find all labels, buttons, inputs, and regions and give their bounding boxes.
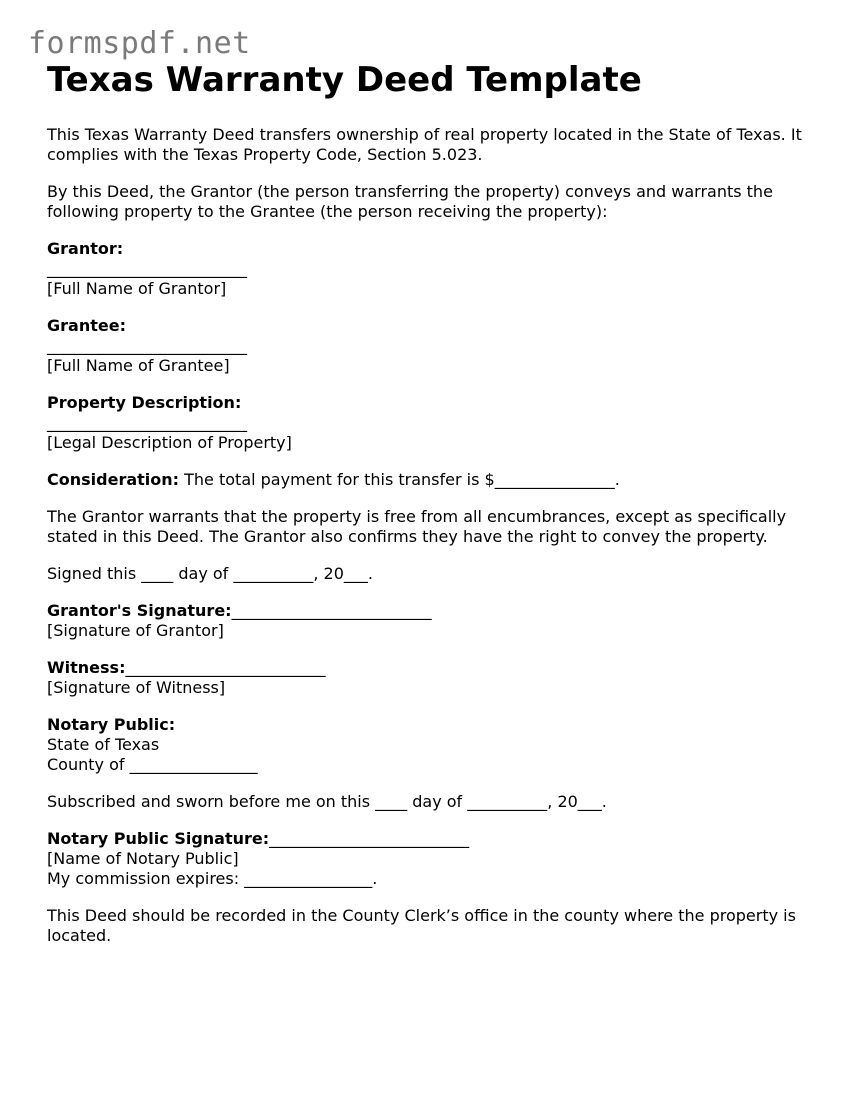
grantee-section [47,316,817,376]
intro-paragraph: This Texas Warranty Deed transfers ownership of real property located in the State of Texas. It complies with the Texas Property Code, Section 5.023. [47,125,802,164]
notary-signature-label: Notary Public Signature: [47,829,270,848]
consideration-label: Consideration: [47,470,180,489]
consideration-section [47,470,817,490]
grantor-name-hint: [Full Name of Grantor] [47,279,227,298]
witness-section [47,658,817,698]
conveyance-paragraph: By this Deed, the Grantor (the person transferring the property) conveys and warrants the following property to the Grantee (the person receiving the property): [47,182,773,221]
grantor-signature-label: Grantor's Signature: [47,601,232,620]
notary-signature-blank[interactable]: _________________________ [269,829,470,848]
notary-signature-section [47,829,817,889]
grantee-name-hint: [Full Name of Grantee] [47,356,230,375]
property-description-hint: [Legal Description of Property] [47,433,292,452]
witness-signature-blank[interactable]: _________________________ [125,658,326,677]
notary-county: County of ________________ [47,755,258,774]
grantor-label: Grantor: [47,239,124,258]
witness-signature-hint: [Signature of Witness] [47,678,226,697]
notary-label: Notary Public: [47,715,176,734]
notary-state: State of Texas [47,735,160,754]
grantor-signature-section [47,601,817,641]
property-description-blank[interactable]: _________________________ [47,413,247,432]
witness-label: Witness: [47,658,126,677]
subscribed-line: Subscribed and sworn before me on this ____ day of __________, 20___. [47,792,607,811]
notary-name-hint: [Name of Notary Public] [47,849,239,868]
grantee-label: Grantee: [47,316,126,335]
recording-paragraph: This Deed should be recorded in the County Clerk’s office in the county where the property is located. [47,906,796,945]
property-section [47,393,817,453]
deed-document [47,60,817,963]
site-watermark: formspdf.net [28,26,251,61]
commission-expiry: My commission expires: ________________. [47,869,378,888]
signed-date-line: Signed this ____ day of __________, 20___. [47,564,373,583]
grantee-name-blank[interactable]: _________________________ [47,336,247,355]
grantor-name-blank[interactable]: _________________________ [47,259,247,278]
consideration-text: The total payment for this transfer is $_______________. [179,470,620,489]
grantor-signature-blank[interactable]: _________________________ [231,601,432,620]
grantor-signature-hint: [Signature of Grantor] [47,621,224,640]
warranty-paragraph: The Grantor warrants that the property is free from all encumbrances, except as specifically stated in this Deed. The Grantor also confirms they have the right to convey the property. [47,507,787,546]
grantor-section [47,239,817,299]
notary-section [47,715,817,775]
property-description-label: Property Description: [47,393,242,412]
page-title: Texas Warranty Deed Template [47,60,642,100]
